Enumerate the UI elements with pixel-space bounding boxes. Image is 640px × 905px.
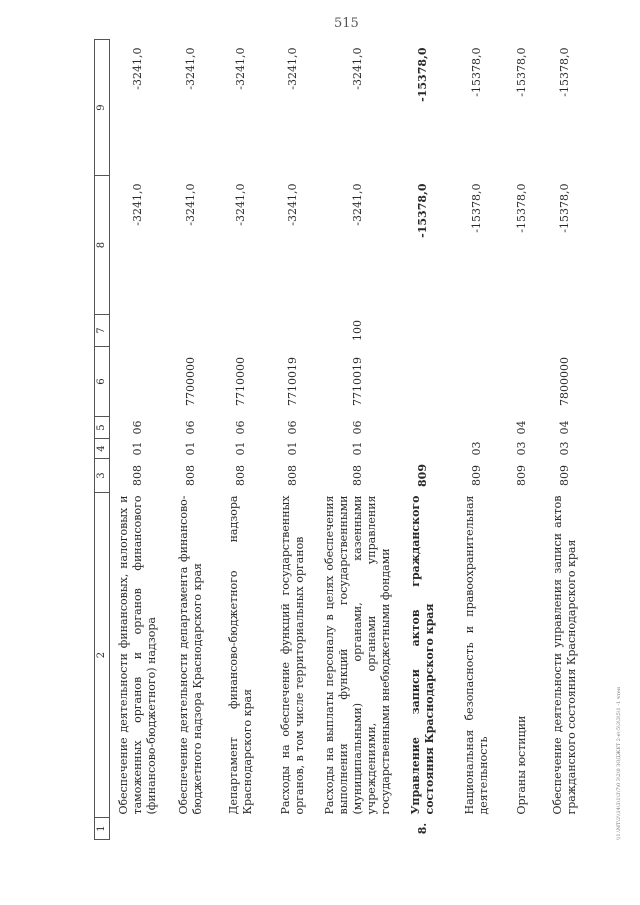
cell-col6: 7710000 xyxy=(233,357,247,406)
cell-col6 xyxy=(110,347,166,417)
table-row xyxy=(216,40,266,840)
row-description: Управление записи актов гражданского состояния Краснодарского края xyxy=(408,495,436,815)
row-number xyxy=(266,818,320,840)
cell-col4: 01 xyxy=(183,441,197,456)
table-row xyxy=(396,40,450,840)
row-number xyxy=(540,818,590,840)
row-description: Национальная безопасность и правоохранительная деятельность xyxy=(462,495,490,815)
page-number: 515 xyxy=(334,16,359,31)
cell-col9: -15378,0 xyxy=(557,47,571,97)
row-description: Департамент финансово-бюджетного надзора Краснодарского края xyxy=(226,495,254,815)
cell-col7 xyxy=(166,315,216,347)
cell-col8: -3241,0 xyxy=(233,183,247,226)
row-description: Расходы на выплаты персоналу в целях обеспечения выполнения функций государственными (муниципальными) органами, казенными учреждениями, органами управления государственными внебюджетными фондами xyxy=(322,495,392,815)
table-row xyxy=(504,40,540,840)
cell-col7 xyxy=(540,315,590,347)
cell-col4 xyxy=(396,439,450,459)
cell-col9: -3241,0 xyxy=(233,47,247,90)
row-number xyxy=(216,818,266,840)
cell-col6: 7710019 xyxy=(285,357,299,406)
cell-col9: -3241,0 xyxy=(285,47,299,90)
cell-col3: 808 xyxy=(350,465,364,486)
budget-table xyxy=(94,39,590,840)
cell-col8: -15378,0 xyxy=(415,183,429,238)
cell-col7: 100 xyxy=(350,320,364,341)
cell-col5: 06 xyxy=(285,420,299,435)
cell-col6 xyxy=(450,347,504,417)
cell-col6 xyxy=(396,347,450,417)
cell-col6 xyxy=(504,347,540,417)
table-row xyxy=(320,40,396,840)
cell-col5: 06 xyxy=(233,420,247,435)
row-description: Обеспечение деятельности финансовых, налоговых и таможенных органов и органов финансового (финансово-бюджетного) надзора xyxy=(116,495,158,815)
cell-col5 xyxy=(396,417,450,439)
cell-col8: -3241,0 xyxy=(350,183,364,226)
cell-col3: 809 xyxy=(557,465,571,486)
header-cell: 8 xyxy=(95,176,110,315)
row-number xyxy=(320,818,396,840)
cell-col9: -15378,0 xyxy=(514,47,528,97)
cell-col4: 01 xyxy=(233,441,247,456)
header-cell: 2 xyxy=(95,493,110,818)
header-cell: 5 xyxy=(95,417,110,439)
table-header-row xyxy=(95,40,110,840)
cell-col4: 03 xyxy=(469,441,483,456)
cell-col5: 06 xyxy=(350,420,364,435)
cell-col4: 01 xyxy=(350,441,364,456)
cell-col8: -15378,0 xyxy=(469,183,483,233)
cell-col7 xyxy=(266,315,320,347)
cell-col3: 809 xyxy=(469,465,483,486)
cell-col4: 03 xyxy=(514,441,528,456)
cell-col3: 809 xyxy=(415,464,429,487)
header-cell: 1 xyxy=(95,818,110,840)
cell-col5: 04 xyxy=(557,420,571,435)
row-number xyxy=(166,818,216,840)
cell-col6: 7710019 xyxy=(350,357,364,406)
header-cell: 7 xyxy=(95,315,110,347)
cell-col5: 04 xyxy=(514,420,528,435)
row-number xyxy=(450,818,504,840)
cell-col7 xyxy=(216,315,266,347)
rotated-table-container xyxy=(94,40,594,840)
cell-col9: -15378,0 xyxy=(469,47,483,97)
cell-col8: -3241,0 xyxy=(183,183,197,226)
row-description: Расходы на обеспечение функций государственных органов, в том числе территориальных органов xyxy=(278,495,306,815)
cell-col9: -3241,0 xyxy=(183,47,197,90)
cell-col8: -3241,0 xyxy=(130,183,144,226)
header-cell: 9 xyxy=(95,40,110,176)
cell-col5 xyxy=(450,417,504,439)
header-cell: 3 xyxy=(95,459,110,493)
footer-code: \\1.\МТ\2\\14\3\1\3\7\0 3\2\0 ЗОДЖЕТ 2-е\-5\3\3\5\1 -1 чтен xyxy=(616,686,622,840)
row-number xyxy=(504,818,540,840)
table-row xyxy=(110,40,166,840)
row-description: Обеспечение деятельности управления записи актов гражданского состояния Краснодарского края xyxy=(550,495,578,815)
cell-col7 xyxy=(504,315,540,347)
cell-col3: 808 xyxy=(183,465,197,486)
cell-col3: 808 xyxy=(285,465,299,486)
table-row xyxy=(166,40,216,840)
row-description: Обеспечение деятельности департамента финансово-бюджетного надзора Краснодарского края xyxy=(176,495,204,815)
cell-col6: 7700000 xyxy=(183,357,197,406)
row-number xyxy=(110,818,166,840)
cell-col8: -15378,0 xyxy=(514,183,528,233)
cell-col3: 808 xyxy=(233,465,247,486)
cell-col4: 01 xyxy=(130,441,144,456)
cell-col6: 7800000 xyxy=(557,357,571,406)
row-number: 8. xyxy=(415,822,429,835)
cell-col4: 01 xyxy=(285,441,299,456)
row-description: Органы юстиции xyxy=(514,715,528,815)
cell-col7 xyxy=(450,315,504,347)
cell-col4: 03 xyxy=(557,441,571,456)
table-row xyxy=(450,40,504,840)
cell-col9: -3241,0 xyxy=(130,47,144,90)
table-row xyxy=(540,40,590,840)
header-cell: 4 xyxy=(95,439,110,459)
cell-col3: 809 xyxy=(514,465,528,486)
cell-col5: 06 xyxy=(130,420,144,435)
cell-col7 xyxy=(396,315,450,347)
cell-col5: 06 xyxy=(183,420,197,435)
header-cell: 6 xyxy=(95,347,110,417)
cell-col9: -15378,0 xyxy=(415,47,429,102)
cell-col3: 808 xyxy=(130,465,144,486)
cell-col8: -3241,0 xyxy=(285,183,299,226)
cell-col8: -15378,0 xyxy=(557,183,571,233)
table-row xyxy=(266,40,320,840)
cell-col9: -3241,0 xyxy=(350,47,364,90)
cell-col7 xyxy=(110,315,166,347)
